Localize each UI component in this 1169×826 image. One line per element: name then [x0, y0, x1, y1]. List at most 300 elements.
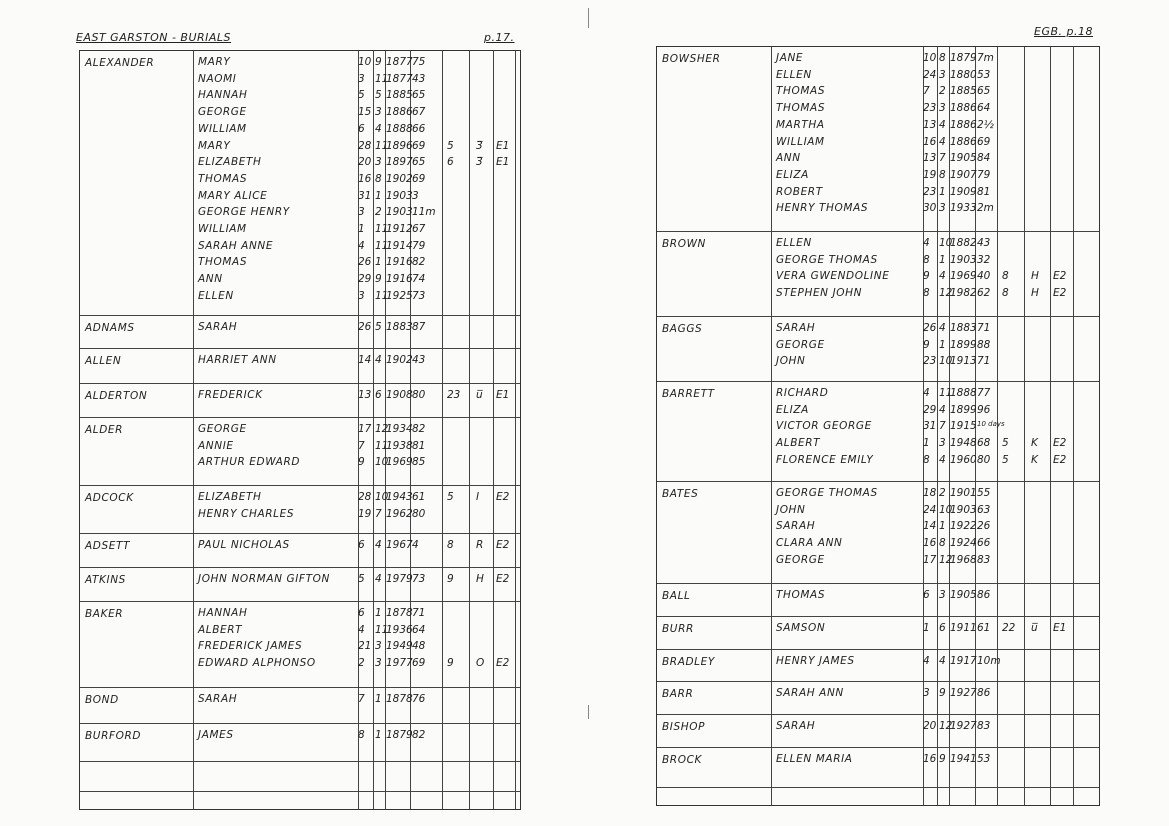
- burial-month: 3: [375, 106, 382, 119]
- table-row: [80, 273, 520, 290]
- table-row: [80, 89, 520, 106]
- table-row: [657, 687, 1099, 704]
- first-names: SARAH ANN: [776, 687, 844, 699]
- burial-month: 9: [375, 56, 382, 68]
- surname: ALEXANDER: [85, 57, 155, 69]
- first-names: ELLEN: [776, 237, 812, 249]
- first-names: JAMES: [198, 729, 234, 741]
- table-row: [657, 520, 1099, 537]
- table-row: [80, 573, 520, 590]
- table-row: [657, 655, 1099, 672]
- burial-month: 4: [939, 322, 946, 334]
- table-row: [657, 69, 1099, 86]
- burial-day: 8: [358, 729, 365, 741]
- burial-month: 10: [939, 237, 953, 249]
- table-row: [80, 389, 520, 406]
- burial-year: 1969: [950, 270, 977, 283]
- burial-day: 10: [358, 56, 372, 68]
- first-names: PAUL NICHOLAS: [198, 539, 290, 551]
- first-names: WILLIAM: [198, 122, 247, 135]
- burial-year: 1882: [950, 237, 977, 249]
- burial-month: 4: [939, 655, 946, 667]
- age-at-death: 53: [977, 753, 991, 765]
- burial-year: 1968: [950, 553, 977, 566]
- age-at-death: 64: [977, 102, 991, 115]
- age-at-death: 69: [412, 172, 426, 185]
- first-names: THOMAS: [198, 172, 248, 185]
- burial-month: 2: [939, 487, 946, 499]
- burial-day: 3: [358, 289, 365, 302]
- age-at-death: 82: [412, 256, 426, 269]
- burial-month: 3: [375, 640, 382, 653]
- plot-area: E2: [496, 573, 510, 585]
- burial-month: 8: [939, 168, 946, 181]
- burial-year: 1962: [386, 507, 413, 520]
- age-at-death: 96: [977, 403, 991, 416]
- burial-month: 4: [939, 135, 946, 148]
- gutter-mark: [588, 8, 589, 28]
- burial-year: 1897: [386, 156, 413, 169]
- burial-day: 18: [923, 487, 937, 499]
- group-divider: [80, 723, 520, 724]
- burial-year: 1927: [950, 687, 977, 699]
- burial-year: 1949: [386, 640, 413, 653]
- age-at-death: 83: [977, 720, 991, 732]
- first-names: ELLEN: [198, 289, 234, 302]
- age-at-death: 65: [977, 85, 991, 98]
- table-row: [80, 156, 520, 173]
- burial-month: 11: [939, 387, 953, 399]
- plot-row: 8: [1002, 270, 1009, 283]
- burial-month: 12: [939, 287, 953, 300]
- first-names: SARAH: [776, 322, 816, 334]
- surname: BARRETT: [662, 388, 715, 400]
- blank-row-divider: [657, 787, 1099, 788]
- table-row: [657, 152, 1099, 169]
- burial-year: 1899: [950, 338, 977, 351]
- burial-register-table: [79, 50, 521, 810]
- table-row: [657, 720, 1099, 737]
- plot-row: 23: [447, 389, 461, 401]
- burial-day: 14: [923, 520, 937, 533]
- burial-year: 1967: [386, 539, 413, 551]
- group-divider: [657, 747, 1099, 748]
- burial-year: 1885: [386, 89, 413, 102]
- burial-day: 1: [358, 223, 365, 235]
- first-names: VICTOR GEORGE: [776, 420, 872, 433]
- first-names: HARRIET ANN: [198, 354, 277, 366]
- burial-day: 10: [923, 52, 937, 64]
- plot-section: K: [1031, 437, 1038, 450]
- burial-month: 11: [375, 289, 389, 302]
- age-at-death: 87: [412, 321, 426, 333]
- burial-year: 1934: [386, 423, 413, 435]
- group-divider: [657, 714, 1099, 715]
- burial-month: 10: [939, 503, 953, 516]
- table-row: [80, 640, 520, 657]
- group-divider: [80, 533, 520, 534]
- group-divider: [657, 649, 1099, 650]
- burial-year: 1933: [950, 202, 977, 215]
- first-names: ELIZA: [776, 403, 809, 416]
- blank-row-divider: [80, 761, 520, 762]
- burial-month: 3: [375, 657, 382, 670]
- age-at-death: 69: [412, 657, 426, 670]
- first-names: THOMAS: [776, 102, 826, 115]
- burial-month: 12: [939, 553, 953, 566]
- burial-day: 4: [358, 239, 365, 252]
- burial-day: 28: [358, 491, 372, 503]
- age-at-death: 68: [977, 437, 991, 450]
- age-at-death: 4: [412, 539, 419, 551]
- burial-month: 12: [939, 720, 953, 732]
- page-number: EGB. p.18: [1034, 25, 1093, 38]
- age-at-death: 71: [977, 355, 991, 368]
- first-names: HENRY CHARLES: [198, 507, 295, 520]
- burial-month: 3: [939, 437, 946, 450]
- table-row: [657, 169, 1099, 186]
- burial-year: 1943: [386, 491, 413, 503]
- burial-year: 1905: [950, 152, 977, 165]
- age-at-death: 75: [412, 56, 426, 68]
- burial-year: 1901: [950, 487, 977, 499]
- burial-month: 1: [939, 253, 946, 266]
- plot-row: 6: [447, 156, 454, 169]
- burial-day: 26: [358, 256, 372, 269]
- burial-month: 7: [939, 420, 946, 433]
- burial-year: 1905: [950, 589, 977, 601]
- table-row: [80, 56, 520, 73]
- burial-day: 26: [923, 322, 937, 334]
- burial-day: 19: [358, 507, 372, 520]
- burial-day: 6: [358, 122, 365, 135]
- burial-year: 1883: [386, 321, 413, 333]
- age-at-death: 86: [977, 687, 991, 699]
- burial-year: 1948: [950, 437, 977, 450]
- burial-year: 1917: [950, 655, 977, 667]
- burial-month: 3: [375, 156, 382, 169]
- age-at-death: 2½: [977, 118, 994, 131]
- first-names: GEORGE: [776, 553, 825, 566]
- age-at-death: 32: [977, 253, 991, 266]
- first-names: ALBERT: [776, 437, 821, 450]
- first-names: RICHARD: [776, 387, 829, 399]
- burial-day: 16: [923, 135, 937, 148]
- burial-day: 13: [358, 389, 372, 401]
- age-at-death: 69: [412, 139, 426, 152]
- burial-day: 31: [358, 189, 372, 202]
- burial-day: 29: [358, 273, 372, 286]
- surname: ATKINS: [85, 574, 126, 586]
- gutter-mark: [588, 705, 589, 719]
- table-row: [80, 423, 520, 440]
- burial-month: 3: [939, 589, 946, 601]
- page-title: EAST GARSTON - BURIALS: [76, 31, 232, 44]
- age-at-death: 62: [977, 287, 991, 300]
- surname: BRADLEY: [662, 656, 715, 668]
- first-names: SARAH: [776, 720, 816, 732]
- table-row: [657, 270, 1099, 287]
- group-divider: [80, 417, 520, 418]
- table-row: [657, 589, 1099, 606]
- burial-month: 5: [375, 89, 382, 102]
- burial-month: 10: [375, 456, 389, 469]
- surname: ALLEN: [85, 355, 122, 367]
- plot-row: 5: [447, 491, 454, 503]
- plot-section: O: [476, 657, 485, 670]
- first-names: SARAH: [198, 321, 238, 333]
- first-names: SAMSON: [776, 622, 826, 634]
- surname: BOWSHER: [662, 53, 721, 65]
- burial-year: 1915: [950, 420, 977, 433]
- surname: BURR: [662, 623, 694, 635]
- age-at-death: 43: [412, 354, 426, 366]
- table-row: [657, 287, 1099, 304]
- age-at-death: 55: [977, 487, 991, 499]
- group-divider: [80, 315, 520, 316]
- burial-year: 1979: [386, 573, 413, 585]
- group-divider: [657, 583, 1099, 584]
- age-at-death: 88: [977, 338, 991, 351]
- group-divider: [657, 681, 1099, 682]
- plot-section: H: [476, 573, 484, 585]
- burial-year: 1925: [386, 289, 413, 302]
- first-names: THOMAS: [776, 85, 826, 98]
- age-at-death: 66: [977, 537, 991, 550]
- burial-year: 1885: [950, 85, 977, 98]
- plot-area: E2: [496, 539, 510, 551]
- surname: BARR: [662, 688, 694, 700]
- plot-section: 3̅: [476, 156, 483, 169]
- burial-year: 1907: [950, 168, 977, 181]
- burial-day: 3: [923, 687, 930, 699]
- group-divider: [80, 687, 520, 688]
- first-names: STEPHEN JOHN: [776, 287, 863, 300]
- burial-year: 1879: [386, 729, 413, 741]
- burial-month: 7: [375, 507, 382, 520]
- table-row: [657, 102, 1099, 119]
- burial-year: 1877: [386, 72, 413, 85]
- table-row: [80, 607, 520, 624]
- burial-month: 2: [939, 85, 946, 98]
- table-row: [657, 504, 1099, 521]
- first-names: HENRY JAMES: [776, 655, 855, 667]
- burial-month: 11: [375, 72, 389, 85]
- burial-day: 13: [923, 152, 937, 165]
- age-at-death: 81: [977, 185, 991, 198]
- plot-area: E1: [496, 156, 510, 169]
- burial-month: 1: [375, 607, 382, 619]
- burial-month: 4: [939, 403, 946, 416]
- first-names: MARY: [198, 139, 231, 152]
- first-names: WILLIAM: [776, 135, 825, 148]
- plot-row: 22: [1002, 622, 1016, 634]
- group-divider: [80, 485, 520, 486]
- age-at-death: 2m: [977, 202, 994, 215]
- page-number: p.17.: [484, 31, 515, 44]
- burial-year: 1977: [386, 657, 413, 670]
- burial-day: 6: [358, 607, 365, 619]
- burial-day: 7: [358, 693, 365, 705]
- plot-section: K: [1031, 453, 1038, 466]
- plot-section: I: [476, 491, 480, 503]
- table-row: [657, 753, 1099, 770]
- burial-day: 7: [358, 439, 365, 452]
- first-names: ELIZA: [776, 168, 809, 181]
- age-at-death: 3: [412, 189, 419, 202]
- burial-year: 1902: [386, 172, 413, 185]
- burial-day: 8: [923, 253, 930, 266]
- age-at-death: 67: [412, 106, 426, 119]
- burial-year: 1927: [950, 720, 977, 732]
- first-names: GEORGE THOMAS: [776, 487, 878, 499]
- age-at-death: 43: [412, 72, 426, 85]
- burial-month: 9: [939, 687, 946, 699]
- age-at-death: 73: [412, 289, 426, 302]
- plot-row: 5: [1002, 453, 1009, 466]
- table-row: [80, 140, 520, 157]
- table-row: [80, 729, 520, 746]
- table-row: [657, 404, 1099, 421]
- burial-year: 1941: [950, 753, 977, 765]
- burial-month: 1: [375, 729, 382, 741]
- age-at-death: 69: [977, 135, 991, 148]
- first-names: ANN: [198, 273, 223, 286]
- burial-month: 11: [375, 223, 389, 235]
- burial-month: 11: [375, 239, 389, 252]
- first-names: ROBERT: [776, 185, 823, 198]
- table-row: [80, 73, 520, 90]
- first-names: EDWARD ALPHONSO: [198, 657, 316, 670]
- burial-month: 5: [375, 321, 382, 333]
- table-row: [657, 85, 1099, 102]
- table-row: [80, 256, 520, 273]
- first-names: GEORGE HENRY: [198, 206, 290, 219]
- plot-section: H: [1031, 287, 1039, 300]
- group-divider: [657, 616, 1099, 617]
- burial-day: 29: [923, 403, 937, 416]
- table-row: [80, 624, 520, 641]
- first-names: VERA GWENDOLINE: [776, 270, 890, 283]
- plot-row: 5: [1002, 437, 1009, 450]
- table-row: [80, 657, 520, 674]
- age-at-death: 65: [412, 89, 426, 102]
- age-at-death: 10 days: [977, 420, 1005, 429]
- burial-month: 4: [375, 354, 382, 366]
- plot-row: 5: [447, 139, 454, 152]
- burial-day: 26: [358, 321, 372, 333]
- plot-area: E2: [1053, 453, 1067, 466]
- burial-day: 17: [358, 423, 372, 435]
- plot-section: u̅: [476, 389, 483, 401]
- first-names: HENRY THOMAS: [776, 202, 869, 215]
- table-row: [80, 693, 520, 710]
- age-at-death: 26: [977, 520, 991, 533]
- first-names: ELLEN: [776, 68, 812, 81]
- table-row: [657, 487, 1099, 504]
- first-names: FREDERICK JAMES: [198, 640, 303, 653]
- table-row: [80, 206, 520, 223]
- first-names: ARTHUR EDWARD: [198, 456, 301, 469]
- burial-day: 31: [923, 420, 937, 433]
- surname: ALDER: [85, 424, 124, 436]
- table-row: [657, 119, 1099, 136]
- burial-year: 1903: [386, 189, 413, 202]
- plot-section: R: [476, 539, 484, 551]
- table-row: [80, 190, 520, 207]
- burial-month: 1: [375, 189, 382, 202]
- age-at-death: 80: [977, 453, 991, 466]
- age-at-death: 81: [412, 439, 426, 452]
- group-divider: [80, 601, 520, 602]
- plot-area: E1: [1053, 622, 1067, 634]
- burial-month: 8: [939, 537, 946, 550]
- burial-year: 1877: [386, 56, 413, 68]
- burial-year: 1899: [950, 403, 977, 416]
- table-row: [80, 440, 520, 457]
- table-row: [657, 322, 1099, 339]
- table-row: [657, 254, 1099, 271]
- age-at-death: 67: [412, 223, 426, 235]
- first-names: JOHN: [776, 503, 806, 516]
- table-row: [657, 186, 1099, 203]
- first-names: MARTHA: [776, 118, 825, 131]
- burial-month: 6: [939, 622, 946, 634]
- burial-year: 1911: [950, 622, 977, 634]
- first-names: NAOMI: [198, 72, 237, 85]
- table-row: [657, 420, 1099, 437]
- burial-month: 4: [375, 573, 382, 585]
- burial-day: 5: [358, 573, 365, 585]
- plot-area: E2: [496, 657, 510, 670]
- first-names: FREDERICK: [198, 389, 263, 401]
- burial-day: 5: [358, 89, 365, 102]
- age-at-death: 10m: [977, 655, 1001, 667]
- group-divider: [657, 481, 1099, 482]
- age-at-death: 71: [412, 607, 426, 619]
- age-at-death: 84: [977, 152, 991, 165]
- burial-day: 6: [358, 539, 365, 551]
- burial-day: 30: [923, 202, 937, 215]
- first-names: JANE: [776, 52, 804, 64]
- plot-row: 9: [447, 573, 454, 585]
- burial-day: 24: [923, 503, 937, 516]
- burial-year: 1916: [386, 256, 413, 269]
- surname: BROWN: [662, 238, 707, 250]
- burial-year: 1909: [950, 185, 977, 198]
- burial-month: 1: [939, 338, 946, 351]
- burial-month: 6: [375, 389, 382, 401]
- burial-day: 4: [358, 623, 365, 636]
- first-names: JOHN NORMAN GIFTON: [198, 573, 330, 585]
- first-names: MARY ALICE: [198, 189, 268, 202]
- burial-day: 7: [923, 85, 930, 98]
- table-row: [657, 622, 1099, 639]
- burial-year: 1886: [950, 102, 977, 115]
- age-at-death: 71: [977, 322, 991, 334]
- burial-day: 16: [923, 753, 937, 765]
- burial-day: 16: [923, 537, 937, 550]
- burial-month: 1: [375, 256, 382, 269]
- surname: BROCK: [662, 754, 702, 766]
- first-names: THOMAS: [776, 589, 826, 601]
- first-names: FLORENCE EMILY: [776, 453, 874, 466]
- age-at-death: 80: [412, 507, 426, 520]
- burial-day: 1: [923, 622, 930, 634]
- first-names: GEORGE: [198, 106, 247, 119]
- plot-row: 9: [447, 657, 454, 670]
- table-row: [80, 106, 520, 123]
